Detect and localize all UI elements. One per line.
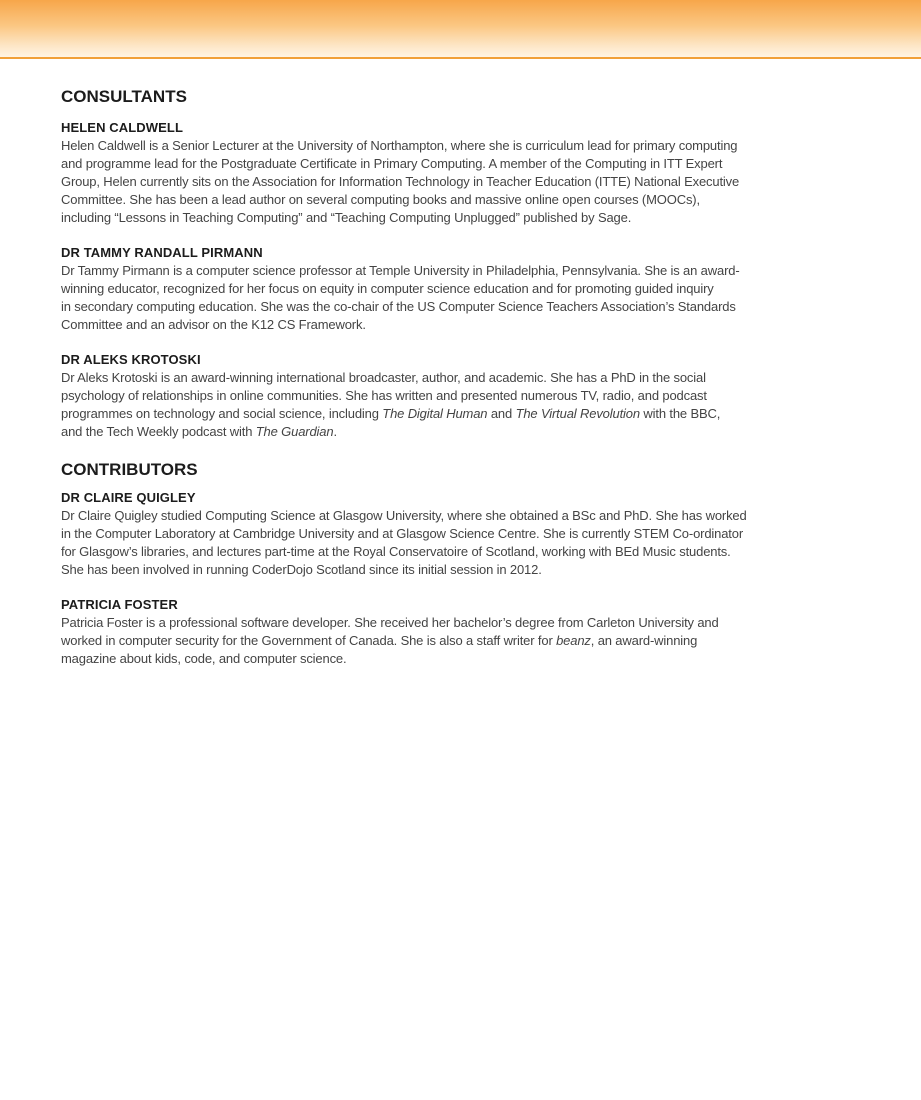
bio-line: for Glasgow’s libraries, and lectures part-time at the Royal Conservatoire of Scotland, working with BEd Music students. (61, 544, 731, 559)
person-name: DR ALEKS KROTOSKI (61, 352, 201, 367)
person-name: PATRICIA FOSTER (61, 597, 178, 612)
person-name: HELEN CALDWELL (61, 120, 183, 135)
bio-line: Committee and an advisor on the K12 CS Framework. (61, 317, 366, 332)
bio-line: Dr Tammy Pirmann is a computer science professor at Temple University in Philadelphia, Pennsylvania. She is an award- (61, 263, 740, 278)
bio-line: and programme lead for the Postgraduate Certificate in Primary Computing. A member of the Computing in ITT Expert (61, 156, 723, 171)
bio-line: magazine about kids, code, and computer science. (61, 651, 347, 666)
bio-entry-helen-caldwell (61, 119, 821, 227)
publication-title: beanz (556, 633, 591, 648)
bio-line: Group, Helen currently sits on the Association for Information Technology in Teacher Education (ITTE) National Executive (61, 174, 740, 189)
programme-title: The Virtual Revolution (515, 406, 640, 421)
publication-title: The Guardian (255, 424, 334, 439)
contributors-heading: CONTRIBUTORS (61, 460, 198, 479)
bio-line: in secondary computing education. She was the co-chair of the US Computer Science Teachers Association’s Standards (61, 299, 736, 314)
bio-line: in the Computer Laboratory at Cambridge University and at Glasgow Science Centre. She is currently STEM Co-ordinator (61, 526, 744, 541)
consultants-heading: CONSULTANTS (61, 87, 187, 106)
bio-line: Helen Caldwell is a Senior Lecturer at the University of Northampton, where she is curriculum lead for primary computing (61, 138, 738, 153)
bio-entry-patricia-foster (61, 596, 821, 668)
bio-text: worked in computer security for the Government of Canada. She is also a staff writer for (61, 633, 557, 648)
bio-line: Committee. She has been a lead author on several computing books and massive online open courses (MOOCs), (61, 192, 700, 207)
bio-text: , an award-winning (590, 633, 698, 648)
bio-line: Dr Aleks Krotoski is an award-winning international broadcaster, author, and academic. She has a PhD in the social (61, 370, 706, 385)
bio-text: and (487, 406, 516, 421)
bio-line: She has been involved in running CoderDojo Scotland since its initial session in 2012. (61, 562, 542, 577)
programme-title: The Digital Human (382, 406, 488, 421)
person-bio (61, 369, 821, 441)
bio-line: Patricia Foster is a professional software developer. She received her bachelor’s degree from Carleton University and (61, 615, 719, 630)
bio-text: and the Tech Weekly podcast with (61, 424, 256, 439)
person-bio (61, 262, 821, 334)
bio-line: psychology of relationships in online communities. She has written and presented numerous TV, radio, and podcast (61, 388, 707, 403)
top-banner (0, 0, 921, 59)
bio-entry-tammy-pirmann (61, 244, 821, 334)
person-bio (61, 614, 821, 668)
bio-entry-aleks-krotoski (61, 351, 821, 441)
bio-line: Dr Claire Quigley studied Computing Science at Glasgow University, where she obtained a BSc and PhD. She has worked (61, 508, 747, 523)
bio-line: including “Lessons in Teaching Computing” and “Teaching Computing Unplugged” published by Sage. (61, 210, 632, 225)
bio-text: with the BBC, (639, 406, 721, 421)
bio-entry-claire-quigley (61, 489, 821, 579)
page-content (61, 86, 821, 685)
bio-text: . (333, 424, 337, 439)
person-name: DR CLAIRE QUIGLEY (61, 490, 196, 505)
person-name: DR TAMMY RANDALL PIRMANN (61, 245, 263, 260)
bio-line: winning educator, recognized for her focus on equity in computer science education and for promoting guided inquiry (61, 281, 714, 296)
person-bio (61, 137, 821, 227)
bio-text: programmes on technology and social science, including (61, 406, 383, 421)
person-bio (61, 507, 821, 579)
